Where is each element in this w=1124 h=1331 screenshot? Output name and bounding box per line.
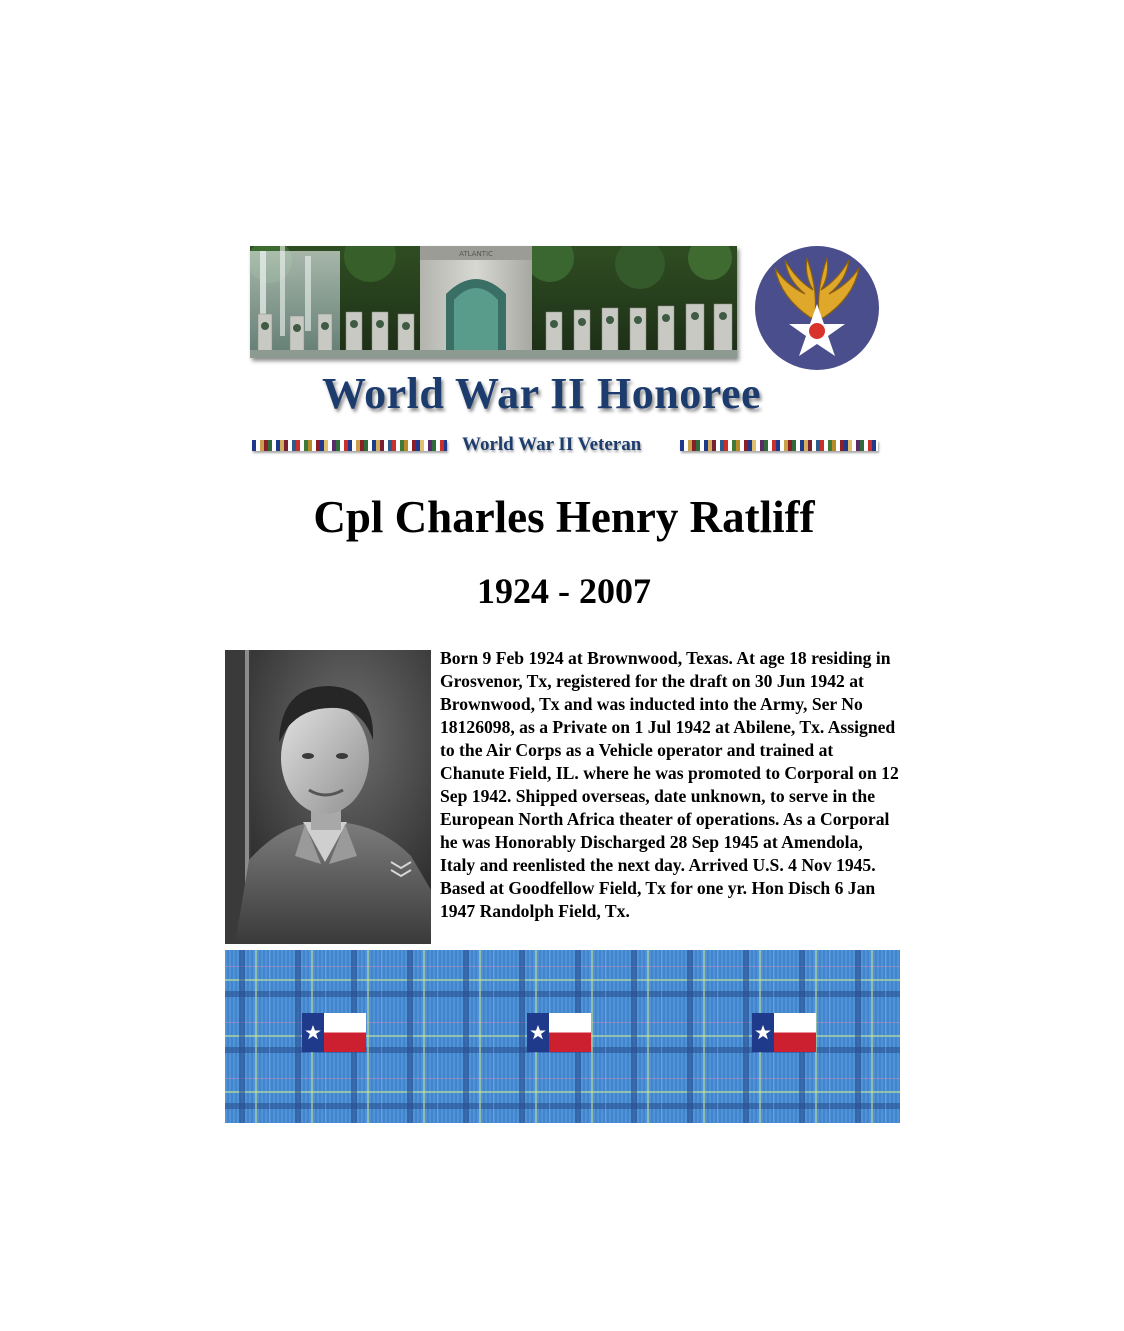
wwii-memorial-photo xyxy=(250,246,737,358)
texas-flag-icon xyxy=(527,1013,591,1052)
service-ribbon-left xyxy=(252,440,447,451)
veteran-subheading: World War II Veteran xyxy=(462,434,642,455)
life-dates xyxy=(0,570,1124,613)
honoree-banner xyxy=(250,246,882,462)
honoree-portrait xyxy=(225,650,431,944)
texas-flag-icon xyxy=(302,1013,366,1052)
memorial-inscription: ATLANTIC xyxy=(459,250,493,258)
army-air-forces-insignia-icon xyxy=(753,246,881,370)
ribbon-row xyxy=(250,434,882,458)
honoree-heading: World War II Honoree xyxy=(322,369,762,418)
service-ribbon-right xyxy=(680,440,878,451)
plaid-footer xyxy=(225,950,900,1123)
honoree-name-text: Cpl Charles Henry Ratliff xyxy=(313,492,815,542)
honoree-biography: Born 9 Feb 1924 at Brownwood, Texas. At age 18 residing in Grosvenor, Tx, registered for the draft on 30 Jun 1942 at Brownwood, Tx and was inducted into the Army, Ser No 18126098, as a Private on 1 Jul 1942 at Abilene, Tx. Assigned to the Air Corps as a Vehicle operator and trained at Chanute Field, IL. where he was promoted to Corporal on 12 Sep 1942. Shipped overseas, date unknown, to serve in the European North Africa theater of operations. As a Corporal he was Honorably Discharged 28 Sep 1945 at Amendola, Italy and reenlisted the next day. Arrived U.S. 4 Nov 1945. Based at Goodfellow Field, Tx for one yr. Hon Disch 6 Jan 1947 Randolph Field, Tx. xyxy=(440,648,899,921)
texas-flag-icon xyxy=(752,1013,816,1052)
life-dates-text: 1924 - 2007 xyxy=(477,571,651,611)
honoree-name xyxy=(0,490,1124,544)
